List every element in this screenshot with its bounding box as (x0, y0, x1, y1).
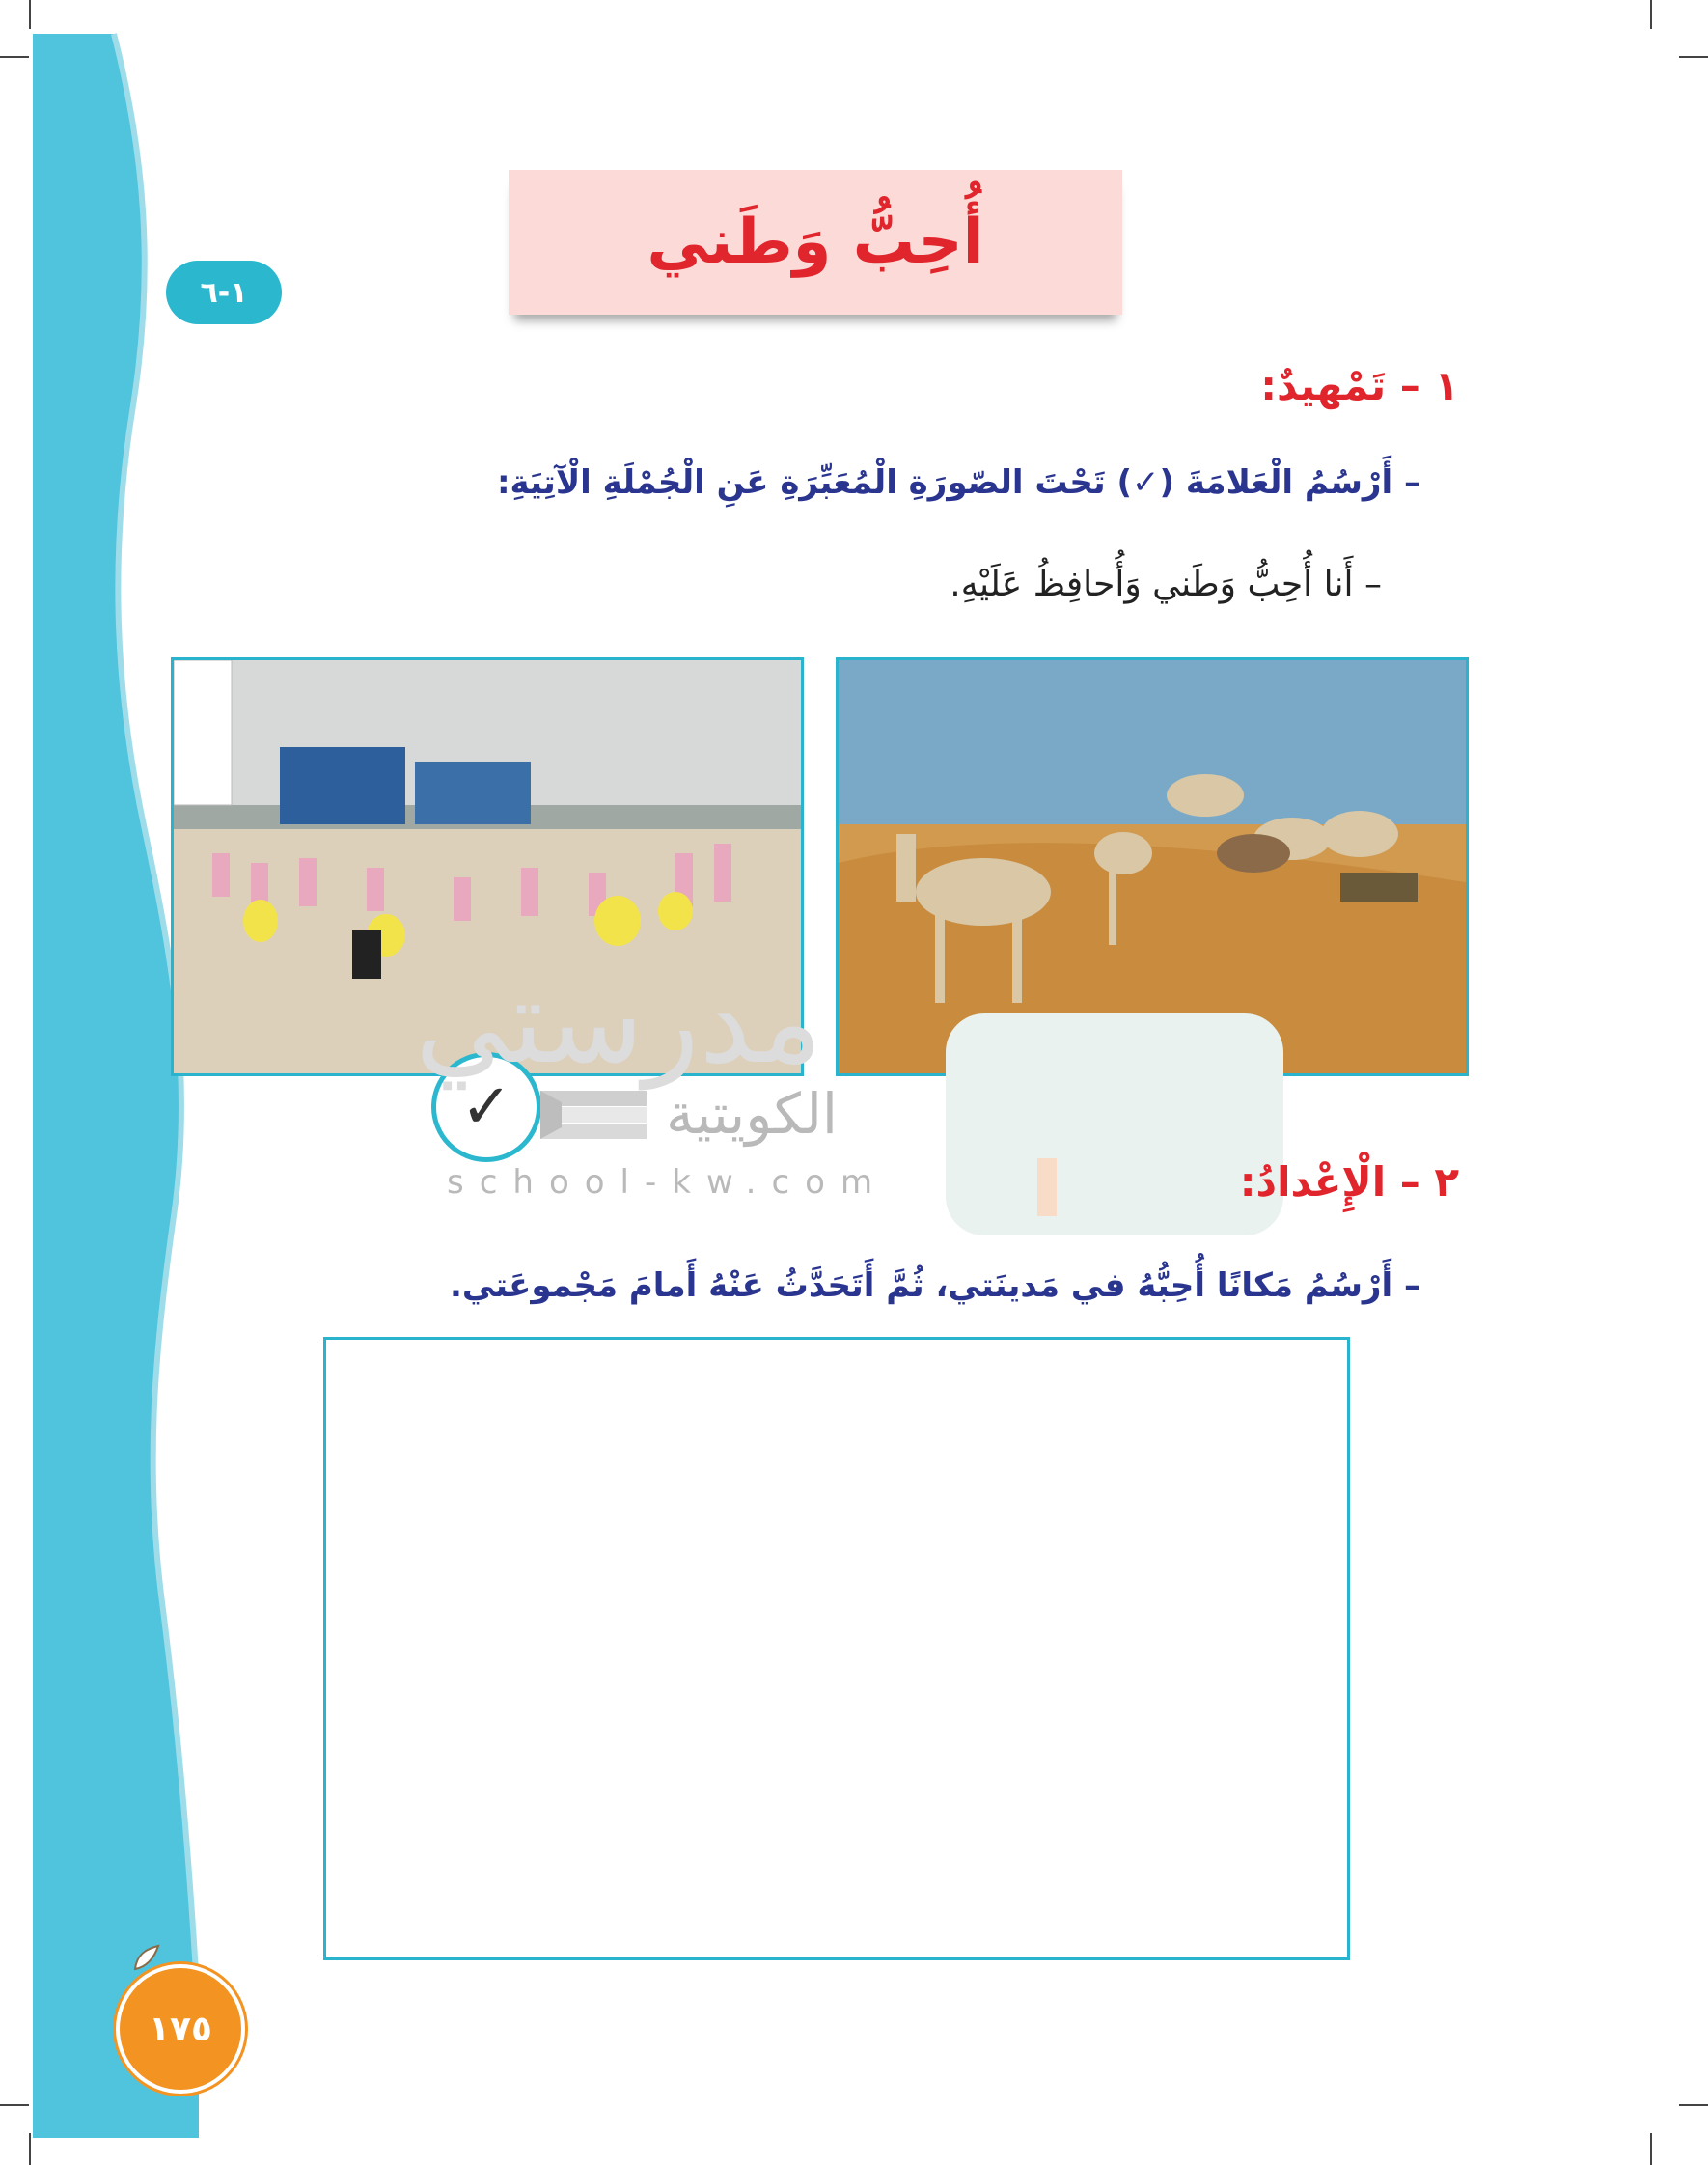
side-wave-band (0, 0, 212, 2165)
watermark-url: school-kw.com (447, 1163, 889, 1202)
section1-heading: ١ – تَمْهيدٌ: (1260, 362, 1459, 409)
watermark-country: الكويتية (666, 1081, 839, 1147)
section2-heading: ٢ – الْإِعْدادُ: (1239, 1158, 1459, 1206)
drawing-area[interactable] (323, 1337, 1350, 1960)
crop-mark (1650, 2133, 1652, 2165)
check-mark-icon: ✓ (460, 1071, 512, 1143)
page-title: أُحِبُّ وَطَني (647, 207, 984, 278)
crop-mark (1679, 56, 1708, 58)
section1-instruction: – أَرْسُمُ الْعَلامَةَ (✓) تَحْتَ الصّورَةِ الْمُعَبِّرَةِ عَنِ الْجُمْلَةِ الْآتِيَةِ: (496, 463, 1420, 502)
lesson-number-badge: ١-٦ (166, 261, 282, 324)
camels-illustration (839, 660, 1466, 1073)
watermark-brand: مدرستي (415, 956, 822, 1090)
watermark-logo-icon (946, 1013, 1283, 1235)
section2-instruction: – أَرْسُمُ مَكانًا أُحِبُّهُ في مَدينَتي، ثُمَّ أَتَحَدَّثُ عَنْهُ أَمامَ مَجْموعَتي. (449, 1266, 1420, 1305)
title-banner (509, 170, 1122, 315)
crop-mark (1650, 0, 1652, 29)
kuwait-flag-icon (540, 1091, 647, 1139)
crop-mark (1679, 2104, 1708, 2106)
section1-sentence: – أَنا أُحِبُّ وَطَني وَأُحافِظُ عَلَيْهِ. (950, 565, 1382, 604)
page-number: ١٧٥ (116, 1964, 245, 2094)
